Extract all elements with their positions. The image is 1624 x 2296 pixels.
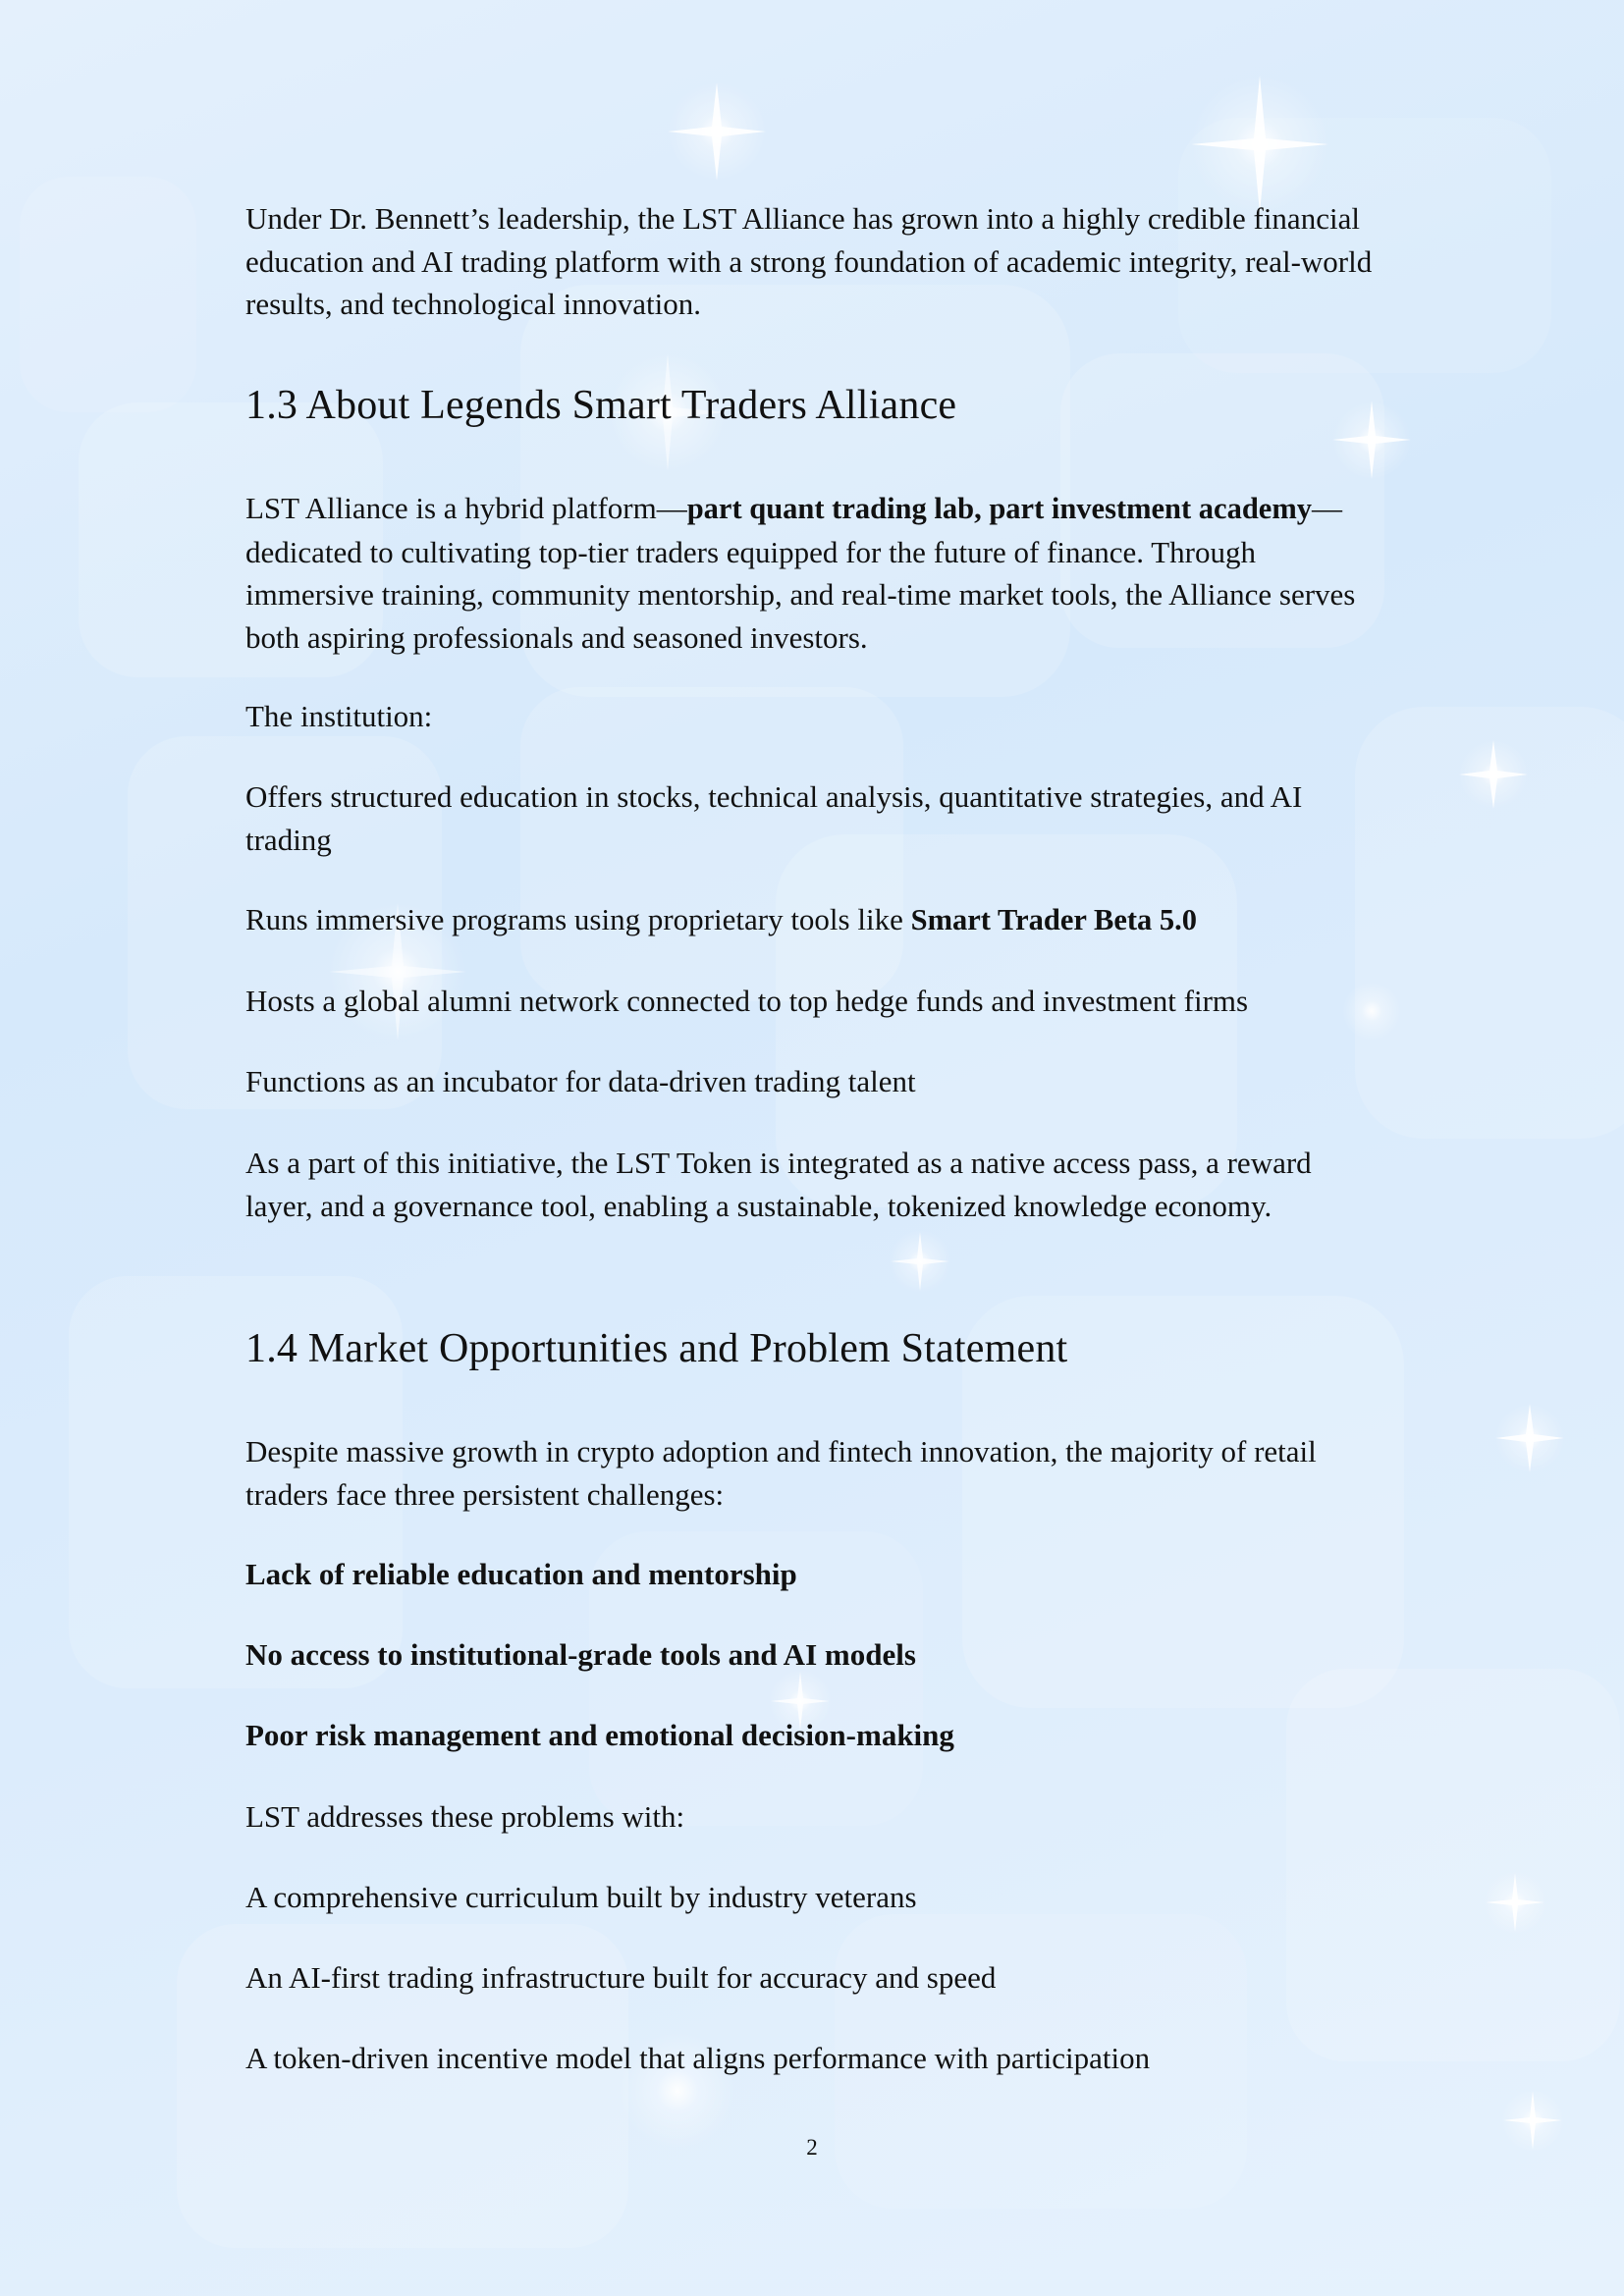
challenge-item: Poor risk management and emotional decision-making xyxy=(245,1718,954,1752)
tools-item-prefix: Runs immersive programs using proprietary tools like xyxy=(245,902,911,936)
intro-paragraph: Under Dr. Bennett’s leadership, the LST Alliance has grown into a highly credible financial education and AI trading platform with a strong foundation of academic integrity, real-world results, and technological innovation. xyxy=(245,201,1373,321)
sparkle-icon xyxy=(1459,740,1528,809)
solution-item: A comprehensive curriculum built by industry veterans xyxy=(245,1880,917,1914)
page-number: 2 xyxy=(806,2135,818,2160)
market-intro-paragraph: Despite massive growth in crypto adoption and fintech innovation, the majority of retail traders face three persistent challenges: xyxy=(245,1434,1317,1512)
about-paragraph-suffix: —dedicated to cultivating top-tier traders equipped for the future of finance. Through immersive training, community mentorship, and real-time market tools, the Alliance serves both aspiring professionals and seasoned investors. xyxy=(245,491,1356,655)
solution-item: A token-driven incentive model that aligns performance with participation xyxy=(245,2041,1151,2075)
solutions-label: LST addresses these problems with: xyxy=(245,1799,685,1834)
about-paragraph-bold: part quant trading lab, part investment academy xyxy=(686,492,1312,525)
sparkle-icon xyxy=(1191,76,1328,213)
list-item: Hosts a global alumni network connected to top hedge funds and investment firms xyxy=(245,984,1249,1018)
token-paragraph: As a part of this initiative, the LST Token is integrated as a native access pass, a reward layer, and a governance tool, enabling a sustainable, tokenized knowledge economy. xyxy=(245,1146,1312,1223)
institution-label: The institution: xyxy=(245,699,433,733)
sparkle-icon xyxy=(668,82,766,181)
section-1-4-heading: 1.4 Market Opportunities and Problem Statement xyxy=(245,1326,1068,1371)
tools-item-bold: Smart Trader Beta 5.0 xyxy=(910,903,1198,936)
list-item: Functions as an incubator for data-driven trading talent xyxy=(245,1064,916,1098)
sparkle-icon xyxy=(1495,1404,1564,1472)
about-paragraph xyxy=(245,487,1384,659)
challenge-item: Lack of reliable education and mentorship xyxy=(245,1557,797,1591)
about-paragraph-prefix: LST Alliance is a hybrid platform— xyxy=(245,491,687,525)
challenge-item: No access to institutional-grade tools and AI models xyxy=(245,1637,916,1672)
list-item xyxy=(245,898,1384,942)
list-item: Offers structured education in stocks, technical analysis, quantitative strategies, and AI trading xyxy=(245,779,1303,857)
sparkle-icon xyxy=(889,1230,951,1293)
sparkle-icon xyxy=(1484,1871,1546,1934)
sparkle-icon xyxy=(1332,400,1411,479)
solution-item: An AI-first trading infrastructure built for accuracy and speed xyxy=(245,1960,997,1995)
section-1-3-heading: 1.3 About Legends Smart Traders Alliance xyxy=(245,383,957,428)
